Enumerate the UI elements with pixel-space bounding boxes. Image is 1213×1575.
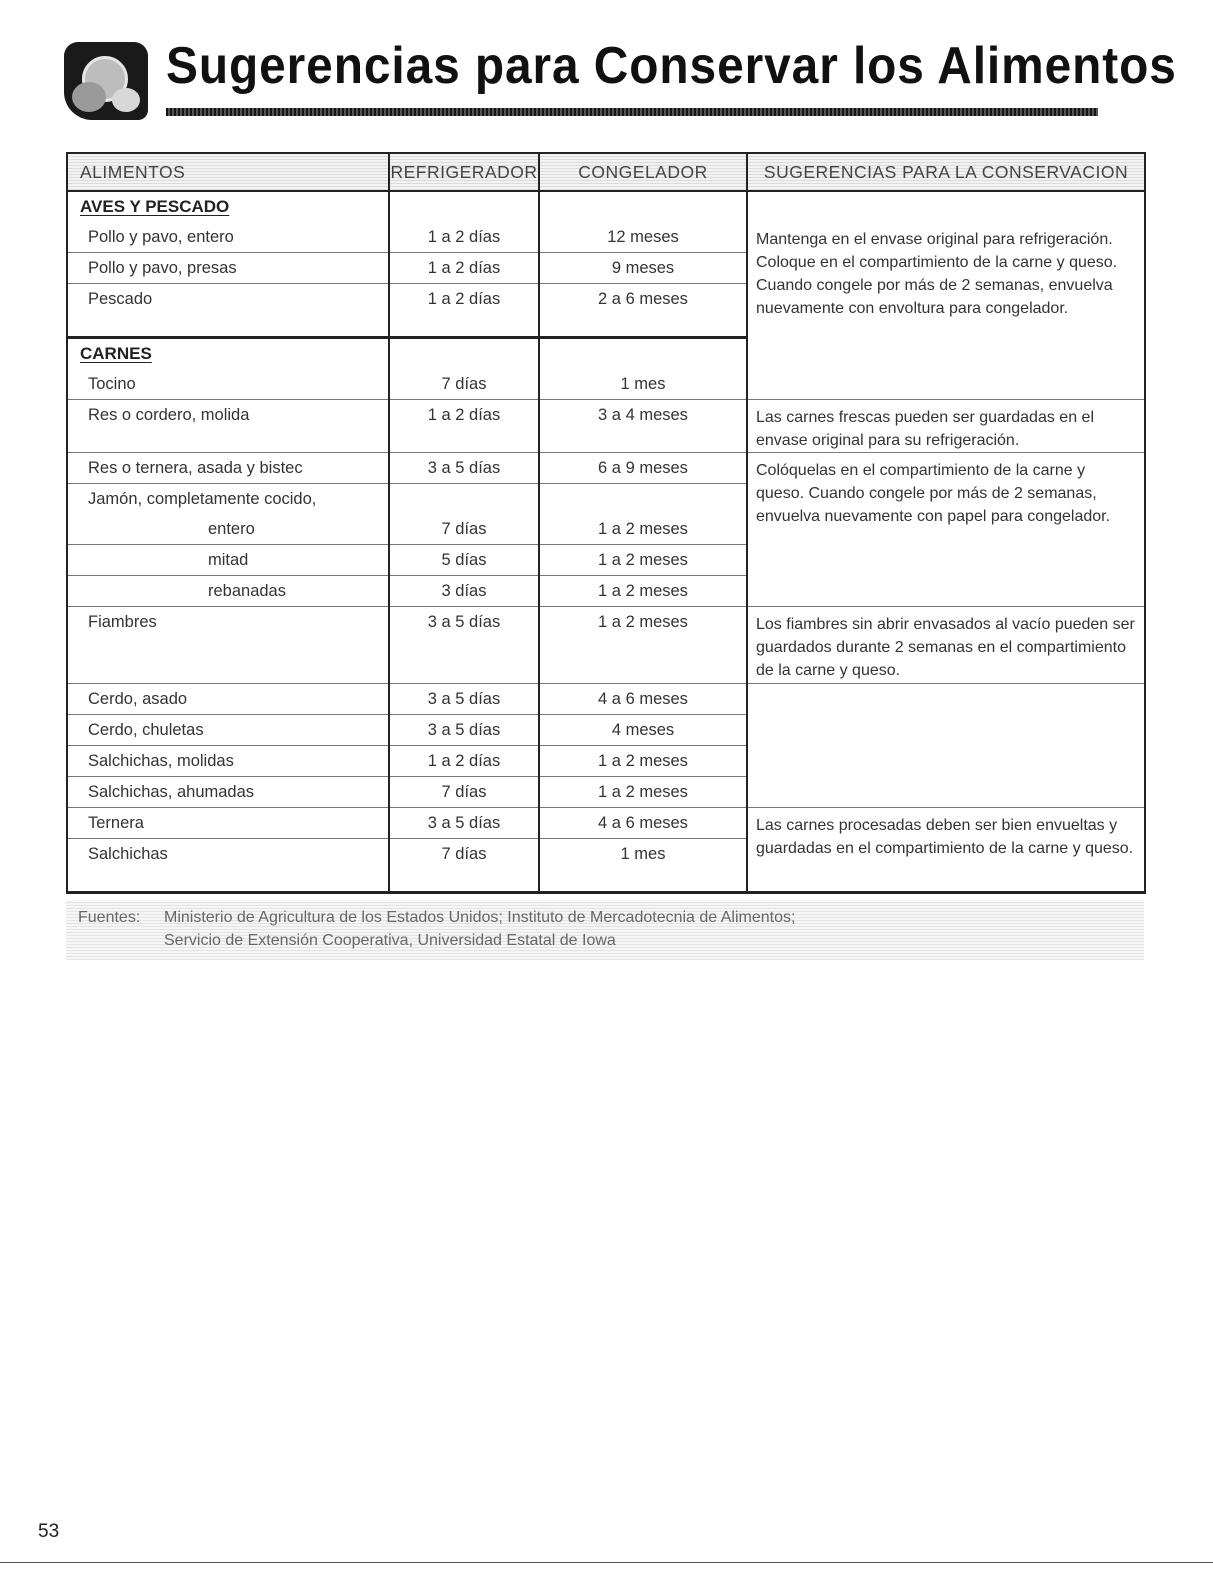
freezer-time: 1 a 2 meses bbox=[539, 746, 747, 777]
header-congelador: CONGELADOR bbox=[539, 153, 747, 191]
freezer-time: 1 a 2 meses bbox=[539, 545, 747, 576]
fridge-time: 1 a 2 días bbox=[389, 284, 539, 315]
food-storage-icon bbox=[64, 42, 148, 120]
table-row bbox=[67, 684, 1145, 715]
sources-line-2: Servicio de Extensión Cooperativa, Universidad Estatal de Iowa bbox=[164, 932, 616, 949]
freezer-time: 4 meses bbox=[539, 715, 747, 746]
fridge-time: 3 a 5 días bbox=[389, 453, 539, 484]
page-number: 53 bbox=[38, 1521, 60, 1542]
food-name: Pollo y pavo, presas bbox=[67, 253, 389, 284]
fridge-time: 3 a 5 días bbox=[389, 808, 539, 839]
storage-tip: Colóquelas en el compartimiento de la carne y queso. Cuando congele por más de 2 semanas, envuelva nuevamente con papel para congelador. bbox=[747, 453, 1145, 607]
sources-line-1: Ministerio de Agricultura de los Estados Unidos; Instituto de Mercadotecnia de Alimentos; bbox=[164, 909, 796, 926]
freezer-time: 9 meses bbox=[539, 253, 747, 284]
storage-tip: Los fiambres sin abrir envasados al vacío pueden ser guardados durante 2 semanas en el compartimiento de la carne y queso. bbox=[747, 607, 1145, 684]
table-row bbox=[67, 222, 1145, 253]
food-name: rebanadas bbox=[67, 576, 389, 607]
title-rule bbox=[166, 108, 1098, 116]
category-row bbox=[67, 338, 1145, 370]
fridge-time: 3 a 5 días bbox=[389, 684, 539, 715]
food-name: Cerdo, chuletas bbox=[67, 715, 389, 746]
freezer-time: 1 a 2 meses bbox=[539, 514, 747, 545]
food-name: entero bbox=[67, 514, 389, 545]
freezer-time: 6 a 9 meses bbox=[539, 453, 747, 484]
header-refrigerador: REFRIGERADOR bbox=[389, 153, 539, 191]
header-sugerencias: SUGERENCIAS PARA LA CONSERVACION bbox=[747, 153, 1145, 191]
table-row bbox=[67, 808, 1145, 839]
fridge-time: 7 días bbox=[389, 777, 539, 808]
fridge-time: 3 a 5 días bbox=[389, 607, 539, 684]
freezer-time: 3 a 4 meses bbox=[539, 400, 747, 453]
food-name: mitad bbox=[67, 545, 389, 576]
freezer-time: 1 a 2 meses bbox=[539, 576, 747, 607]
freezer-time: 1 a 2 meses bbox=[539, 777, 747, 808]
food-name: Ternera bbox=[67, 808, 389, 839]
food-name: Pollo y pavo, entero bbox=[67, 222, 389, 253]
freezer-time: 1 mes bbox=[539, 369, 747, 400]
food-storage-table bbox=[66, 152, 1146, 894]
storage-tip: Mantenga en el envase original para refrigeración. Coloque en el compartimiento de la carne y queso. Cuando congele por más de 2 semanas, envuelva nuevamente con envoltura para congelador. bbox=[747, 222, 1145, 338]
fridge-time: 5 días bbox=[389, 545, 539, 576]
food-name: Pescado bbox=[67, 284, 389, 315]
freezer-time: 1 mes bbox=[539, 839, 747, 870]
freezer-time: 4 a 6 meses bbox=[539, 684, 747, 715]
freezer-time bbox=[539, 484, 747, 515]
fridge-time: 1 a 2 días bbox=[389, 222, 539, 253]
fridge-time: 7 días bbox=[389, 369, 539, 400]
storage-tip: Las carnes procesadas deben ser bien envueltas y guardadas en el compartimiento de la carne y queso. bbox=[747, 808, 1145, 893]
freezer-time: 2 a 6 meses bbox=[539, 284, 747, 315]
sources-label: Fuentes: bbox=[78, 909, 141, 926]
storage-tip: Las carnes frescas pueden ser guardadas en el envase original para su refrigeración. bbox=[747, 400, 1145, 453]
freezer-time: 1 a 2 meses bbox=[539, 607, 747, 684]
food-name: Res o cordero, molida bbox=[67, 400, 389, 453]
table-row bbox=[67, 400, 1145, 453]
table-row bbox=[67, 607, 1145, 684]
bottom-rule bbox=[0, 1562, 1213, 1563]
fridge-time: 7 días bbox=[389, 514, 539, 545]
food-name: Salchichas, molidas bbox=[67, 746, 389, 777]
fridge-time: 1 a 2 días bbox=[389, 746, 539, 777]
category-label: AVES Y PESCADO bbox=[80, 197, 230, 216]
category-row bbox=[67, 191, 1145, 222]
table-header-row bbox=[67, 153, 1145, 191]
food-name: Salchichas bbox=[67, 839, 389, 870]
fridge-time bbox=[389, 484, 539, 515]
food-name: Res o ternera, asada y bistec bbox=[67, 453, 389, 484]
food-name: Jamón, completamente cocido, bbox=[67, 484, 389, 515]
sources-note bbox=[66, 900, 1144, 960]
fridge-time: 3 a 5 días bbox=[389, 715, 539, 746]
fridge-time: 7 días bbox=[389, 839, 539, 870]
table-row bbox=[67, 453, 1145, 484]
food-name: Salchichas, ahumadas bbox=[67, 777, 389, 808]
page-title: Sugerencias para Conservar los Alimentos bbox=[166, 37, 1177, 95]
category-label: CARNES bbox=[80, 344, 152, 363]
freezer-time: 4 a 6 meses bbox=[539, 808, 747, 839]
food-name: Fiambres bbox=[67, 607, 389, 684]
freezer-time: 12 meses bbox=[539, 222, 747, 253]
fridge-time: 3 días bbox=[389, 576, 539, 607]
fridge-time: 1 a 2 días bbox=[389, 253, 539, 284]
food-name: Cerdo, asado bbox=[67, 684, 389, 715]
food-name: Tocino bbox=[67, 369, 389, 400]
header-alimentos: ALIMENTOS bbox=[67, 153, 389, 191]
fridge-time: 1 a 2 días bbox=[389, 400, 539, 453]
